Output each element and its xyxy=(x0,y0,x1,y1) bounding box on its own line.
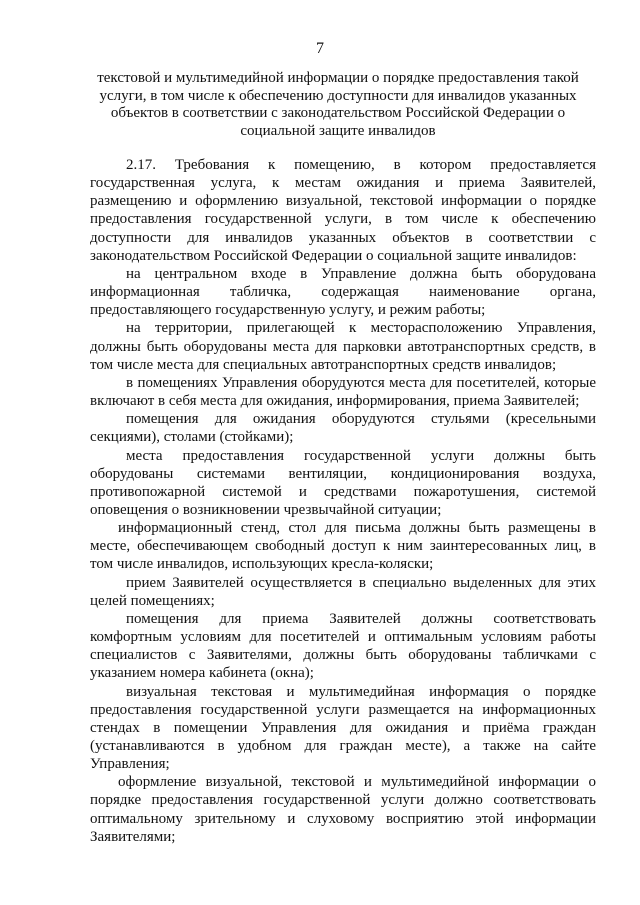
paragraph: помещения для ожидания оборудуются стульями (кресельными секциями), столами (стойками); xyxy=(90,411,596,446)
paragraph: помещения для приема Заявителей должны соответствовать комфортным условиям для посетителей и оптимальным условиям работы специалистов с Заявителями, должны быть оборудованы табличками с указанием номера кабинета (окна); xyxy=(90,610,596,682)
page-number: 7 xyxy=(316,40,324,57)
paragraph: в помещениях Управления оборудуются места для посетителей, которые включают в себя места для ожидания, информирования, приема Заявителей; xyxy=(90,374,596,410)
paragraph: оформление визуальной, текстовой и мультимедийной информации о порядке предоставления государственной услуги должно соответствовать оптимальному зрительному и слуховому восприятию этой информации Заявителями; xyxy=(90,774,596,845)
paragraph: на территории, прилегающей к месторасположению Управления, должны быть оборудованы места для парковки автотранспортных средств, в том числе места для специальных автотранспортных средств инвалидов; xyxy=(90,320,596,373)
paragraph: прием Заявителей осуществляется в специально выделенных для этих целей помещениях; xyxy=(90,574,596,609)
paragraph: места предоставления государственной услуги должны быть оборудованы системами вентиляции, кондиционирования воздуха, противопожарной системой и средствами пожаротушения, системой оповещения о возникновении чрезвычайной ситуации; xyxy=(90,447,596,518)
paragraph: информационный стенд, стол для письма должны быть размещены в месте, обеспечивающем свободный доступ к ним заинтересованных лиц, в том числе инвалидов, использующих кресла-коляски; xyxy=(90,520,596,573)
paragraph: визуальная текстовая и мультимедийная информация о порядке предоставления государственной услуги размещается на информационных стендах в помещении Управления для ожидания и приёма граждан (устанавливаются в удобном для граждан месте), а также на сайте Управления; xyxy=(90,683,596,773)
paragraph-2-17: 2.17. Требования к помещению, в котором предоставляется государственная услуга, к местам ожидания и приема Заявителей, размещению и оформлению визуальной, текстовой информации о порядке предоставления государственной услуги, в том числе к обеспечению доступности для инвалидов указанных объектов в соответствии с законодательством Российской Федерации о социальной защите инвалидов: xyxy=(90,157,596,264)
document-body xyxy=(90,156,596,846)
paragraph: на центральном входе в Управление должна быть оборудована информационная табличка, содержащая наименование органа, предоставляющего государственную услугу, и режим работы; xyxy=(90,265,596,319)
section-heading: текстовой и мультимедийной информации о порядке предоставления такой услуги, в том числе к обеспечению доступности для инвалидов указанных объектов в соответствии с законодательством Российской Федерации о социальной защите инвалидов xyxy=(97,70,579,139)
